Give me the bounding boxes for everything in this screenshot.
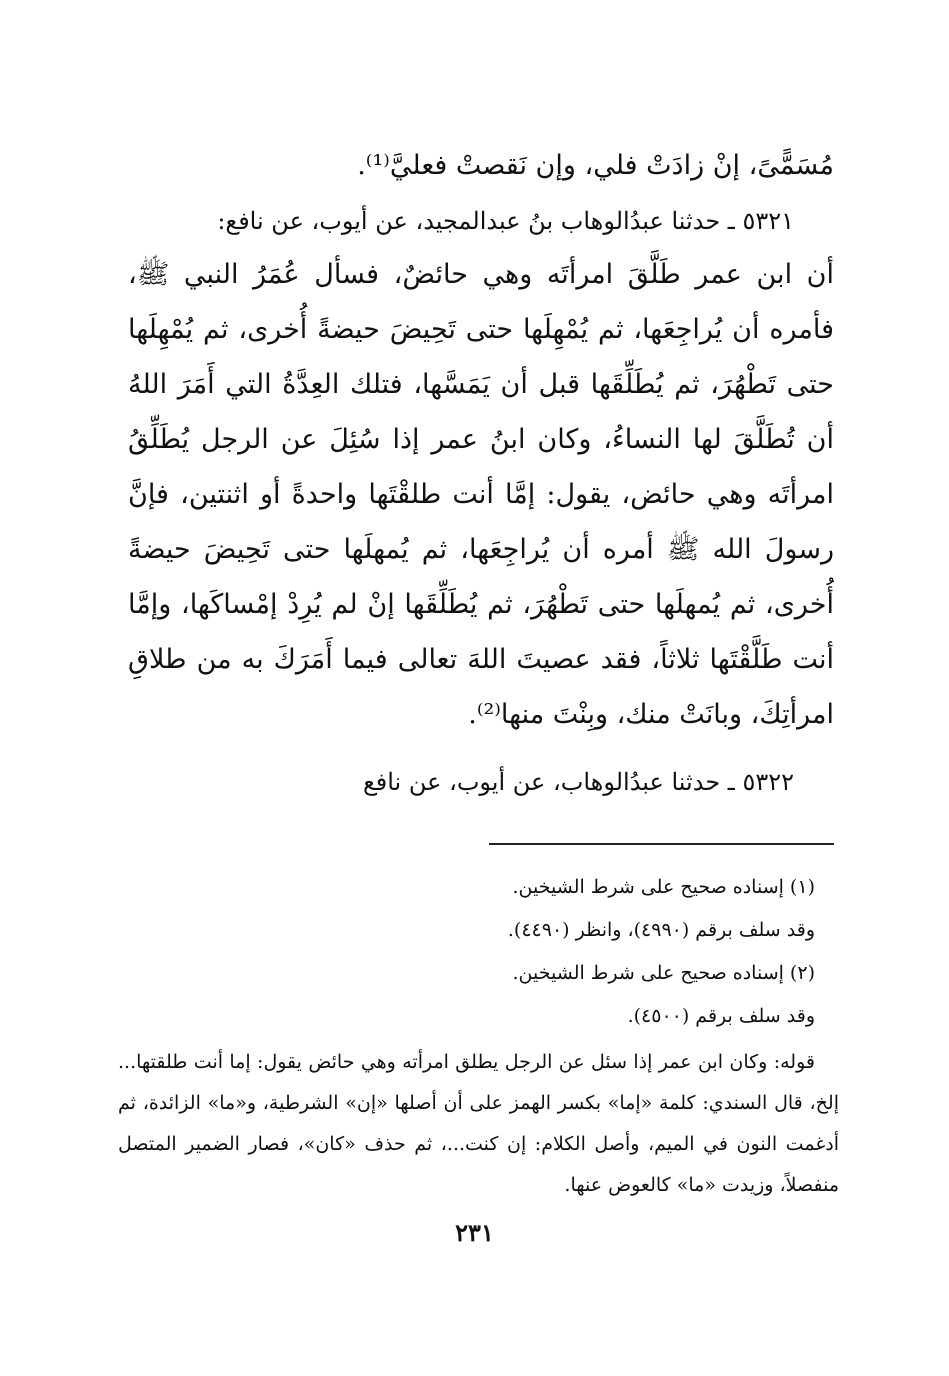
- footnotes-block: [118, 866, 839, 1206]
- footnote-commentary: قوله: وكان ابن عمر إذا سئل عن الرجل يطلق امرأته وهي حائض يقول: إما أنت طلقتها... إلخ، قال السندي: كلمة «إما» بكسر الهمز على أن أصلها «إن» الشرطية، و«ما» الزائدة، ثم أدغمت النون في الميم، وأصل الكلام: إن كنت...، ثم حذف «كان»، فصار الضمير المتصل منفصلاً، وزيدت «ما» كالعوض عنها.: [118, 1051, 839, 1196]
- footnote-2-line-2: وقد سلف برقم (٤٥٠٠).: [627, 1005, 815, 1027]
- main-text-block: [128, 138, 834, 804]
- hadith-5321-isnad: ٥٣٢١ ـ حدثنا عبدُالوهاب بنُ عبدالمجيد، عن أيوب، عن نافع:: [217, 207, 794, 235]
- page-number: ٢٣١: [455, 1218, 494, 1247]
- hadith-5322-isnad: ٥٣٢٢ ـ حدثنا عبدُالوهاب، عن أيوب، عن نافع: [362, 768, 794, 796]
- opening-line: مُسَمًّىً، إنْ زادَتْ فلي، وإن نَقصتْ فعليَّ⁽¹⁾.: [357, 150, 834, 181]
- footnote-2-line-1: (٢) إسناده صحيح على شرط الشيخين.: [512, 962, 815, 984]
- footnote-separator: [489, 843, 834, 845]
- footnote-1-line-2: وقد سلف برقم (٤٩٩٠)، وانظر (٤٤٩٠).: [507, 919, 815, 941]
- hadith-5321-matn: أن ابن عمر طَلَّقَ امرأتَه وهي حائضٌ، فسأل عُمَرُ النبي ﷺ، فأمره أن يُراجِعَها، ثم يُمْهِلَها حتى تَحِيضَ حيضةً أُخرى، ثم يُمْهِلَها حتى تَطْهُرَ، ثم يُطَلِّقَها قبل أن يَمَسَّها، فتلك العِدَّةُ التي أَمَرَ اللهُ أن تُطَلَّقَ لها النساءُ، وكان ابنُ عمر إذا سُئِلَ عن الرجل يُطَلِّقُ امرأتَه وهي حائض، يقول: إمَّا أنت طلقْتَها واحدةً أو اثنتين، فإنَّ رسولَ الله ﷺ أمره أن يُراجِعَها، ثم يُمهلَها حتى تَحِيضَ حيضةً أُخرى، ثم يُمهلَها حتى تَطْهُرَ، ثم يُطَلِّقَها إنْ لم يُرِدْ إمْساكَها، وإمَّا أنت طَلَّقْتَها ثلاثاً، فقد عصيتَ اللهَ تعالى فيما أَمَرَكَ به من طلاقِ امرأتِكَ، وبانَتْ منك، وبِنْتَ منها⁽²⁾.: [128, 259, 834, 730]
- footnote-1-line-1: (١) إسناده صحيح على شرط الشيخين.: [512, 876, 815, 898]
